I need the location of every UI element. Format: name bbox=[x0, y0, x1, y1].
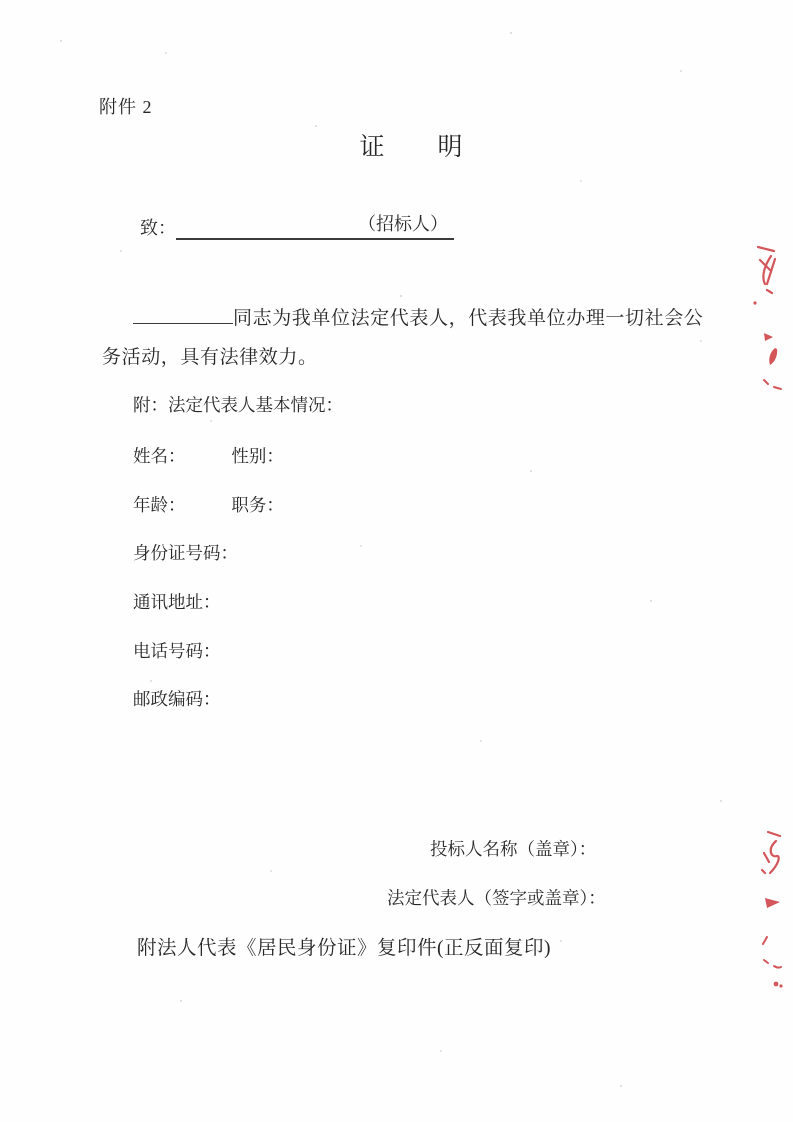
red-pen-mark-bottom bbox=[755, 826, 789, 992]
field-row-address bbox=[133, 589, 284, 638]
field-label-position: 职务： bbox=[231, 494, 284, 515]
id-copy-note: 附法人代表《居民身份证》复印件(正反面复印) bbox=[137, 938, 551, 959]
addressee-underline bbox=[176, 210, 454, 240]
field-label-id-number: 身份证号码： bbox=[133, 543, 238, 564]
field-label-age: 年龄： bbox=[133, 494, 186, 515]
name-blank-field bbox=[133, 309, 233, 324]
field-row-postcode bbox=[133, 686, 284, 735]
field-label-postcode: 邮政编码： bbox=[133, 689, 221, 710]
addressee-prefix: 致： bbox=[140, 218, 176, 238]
bidder-seal-line: 投标人名称（盖章）： bbox=[430, 839, 597, 859]
addressee-suffix: （招标人） bbox=[358, 214, 448, 234]
addressee-line bbox=[140, 210, 454, 240]
addressee-underline-tail bbox=[448, 212, 454, 230]
red-pen-mark-top bbox=[750, 240, 788, 396]
body-line-1 bbox=[102, 299, 722, 338]
body-paragraph bbox=[102, 299, 722, 377]
field-label-address: 通讯地址： bbox=[133, 592, 221, 613]
body-line-1-text: 同志为我单位法定代表人，代表我单位办理一切社会公 bbox=[233, 308, 704, 329]
page-title: 证 明 bbox=[359, 134, 464, 161]
attachment-label: 附件 2 bbox=[99, 97, 153, 117]
body-line-2: 务活动，具有法律效力。 bbox=[102, 347, 318, 368]
field-label-name: 姓名： bbox=[133, 446, 186, 466]
field-row-name-gender bbox=[133, 443, 284, 492]
field-row-phone bbox=[133, 638, 284, 687]
addressee-blank-field bbox=[176, 212, 358, 230]
field-row-age-position bbox=[133, 492, 284, 541]
legal-rep-signature-line: 法定代表人（签字或盖章）： bbox=[387, 888, 606, 908]
legal-rep-fields bbox=[133, 443, 284, 735]
field-label-gender: 性别： bbox=[231, 446, 284, 466]
field-row-id-number bbox=[133, 540, 284, 589]
attachment-note: 附：法定代表人基本情况： bbox=[133, 395, 343, 415]
scan-noise-specks bbox=[60, 40, 62, 42]
field-label-phone: 电话号码： bbox=[133, 640, 221, 661]
